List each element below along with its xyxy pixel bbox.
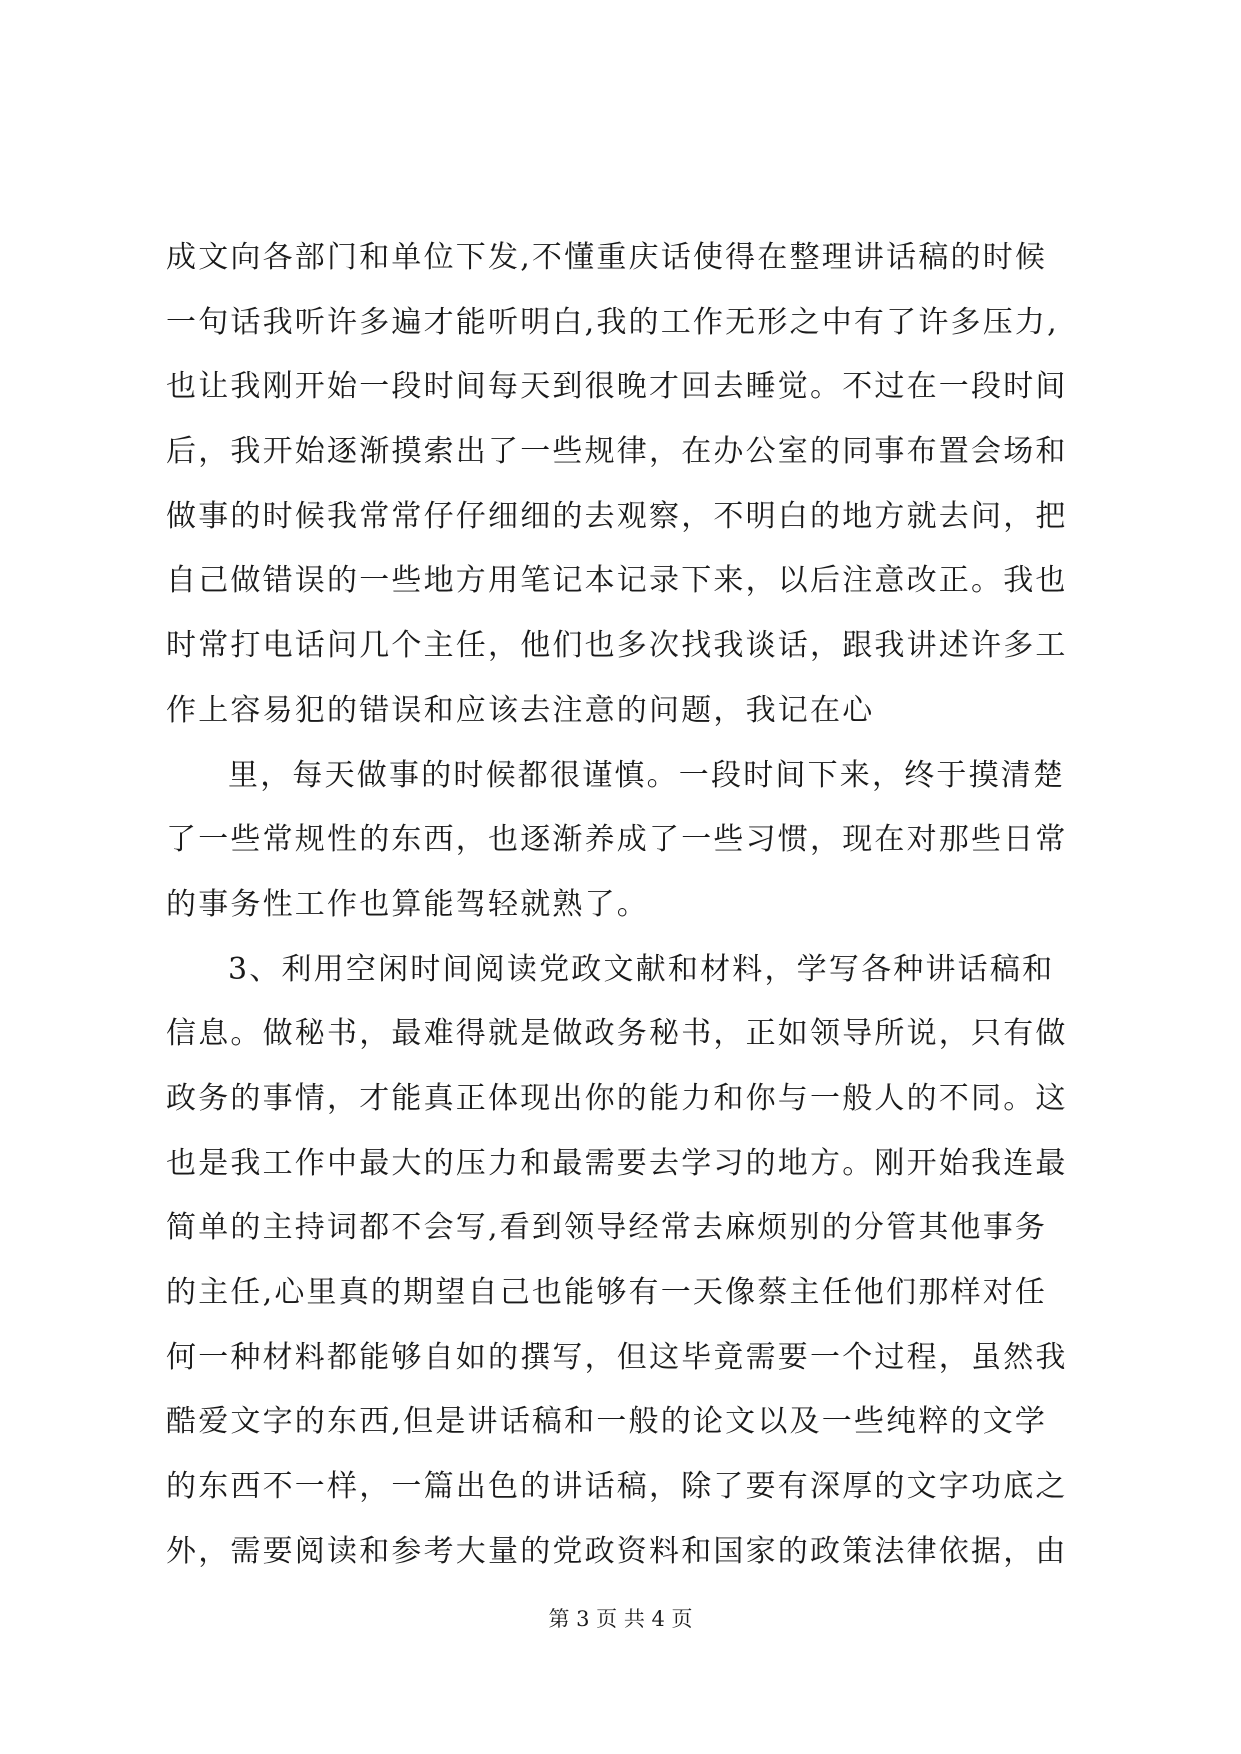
text-line: 简单的主持词都不会写,看到领导经常去麻烦别的分管其他事务 <box>166 1210 1048 1246</box>
text-line: 3、利用空闲时间阅读党政文献和材料，学写各种讲话稿和 <box>228 951 1055 987</box>
text-line: 的东西不一样，一篇出色的讲话稿，除了要有深厚的文字功底之 <box>166 1469 1068 1505</box>
text-line: 酷爱文字的东西,但是讲话稿和一般的论文以及一些纯粹的文学 <box>166 1404 1048 1440</box>
text-line: 的主任,心里真的期望自己也能够有一天像蔡主任他们那样对任 <box>166 1275 1048 1310</box>
text-line: 一句话我听许多遍才能听明白,我的工作无形之中有了许多压力, <box>166 304 1059 340</box>
text-line: 做事的时候我常常仔仔细细的去观察，不明白的地方就去问，把 <box>166 498 1068 534</box>
text-line: 了一些常规性的东西，也逐渐养成了一些习惯，现在对那些日常 <box>166 822 1068 858</box>
text-line: 也是我工作中最大的压力和最需要去学习的地方。刚开始我连最 <box>166 1145 1068 1181</box>
text-line: 信息。做秘书，最难得就是做政务秘书，正如领导所说，只有做 <box>166 1016 1068 1052</box>
text-line: 外，需要阅读和参考大量的党政资料和国家的政策法律依据，由 <box>166 1533 1068 1569</box>
text-line: 的事务性工作也算能驾轻就熟了。 <box>166 886 649 922</box>
text-line: 作上容易犯的错误和应该去注意的问题，我记在心 <box>166 692 875 728</box>
text-line: 里，每天做事的时候都很谨慎。一段时间下来，终于摸清楚 <box>228 757 1066 793</box>
text-line: 政务的事情，才能真正体现出你的能力和你与一般人的不同。这 <box>166 1080 1068 1116</box>
text-line: 成文向各部门和单位下发,不懂重庆话使得在整理讲话稿的时候 <box>166 240 1048 275</box>
text-line: 也让我刚开始一段时间每天到很晚才回去睡觉。不过在一段时间 <box>166 369 1068 405</box>
page-number-footer: 第 3 页 共 4 页 <box>548 1607 693 1631</box>
text-line: 自己做错误的一些地方用笔记本记录下来，以后注意改正。我也 <box>166 563 1068 599</box>
text-line: 后，我开始逐渐摸索出了一些规律，在办公室的同事布置会场和 <box>166 434 1068 470</box>
text-line: 时常打电话问几个主任，他们也多次找我谈话，跟我讲述许多工 <box>166 628 1068 664</box>
text-line: 何一种材料都能够自如的撰写，但这毕竟需要一个过程，虽然我 <box>166 1339 1068 1375</box>
body-text <box>166 226 1126 1584</box>
